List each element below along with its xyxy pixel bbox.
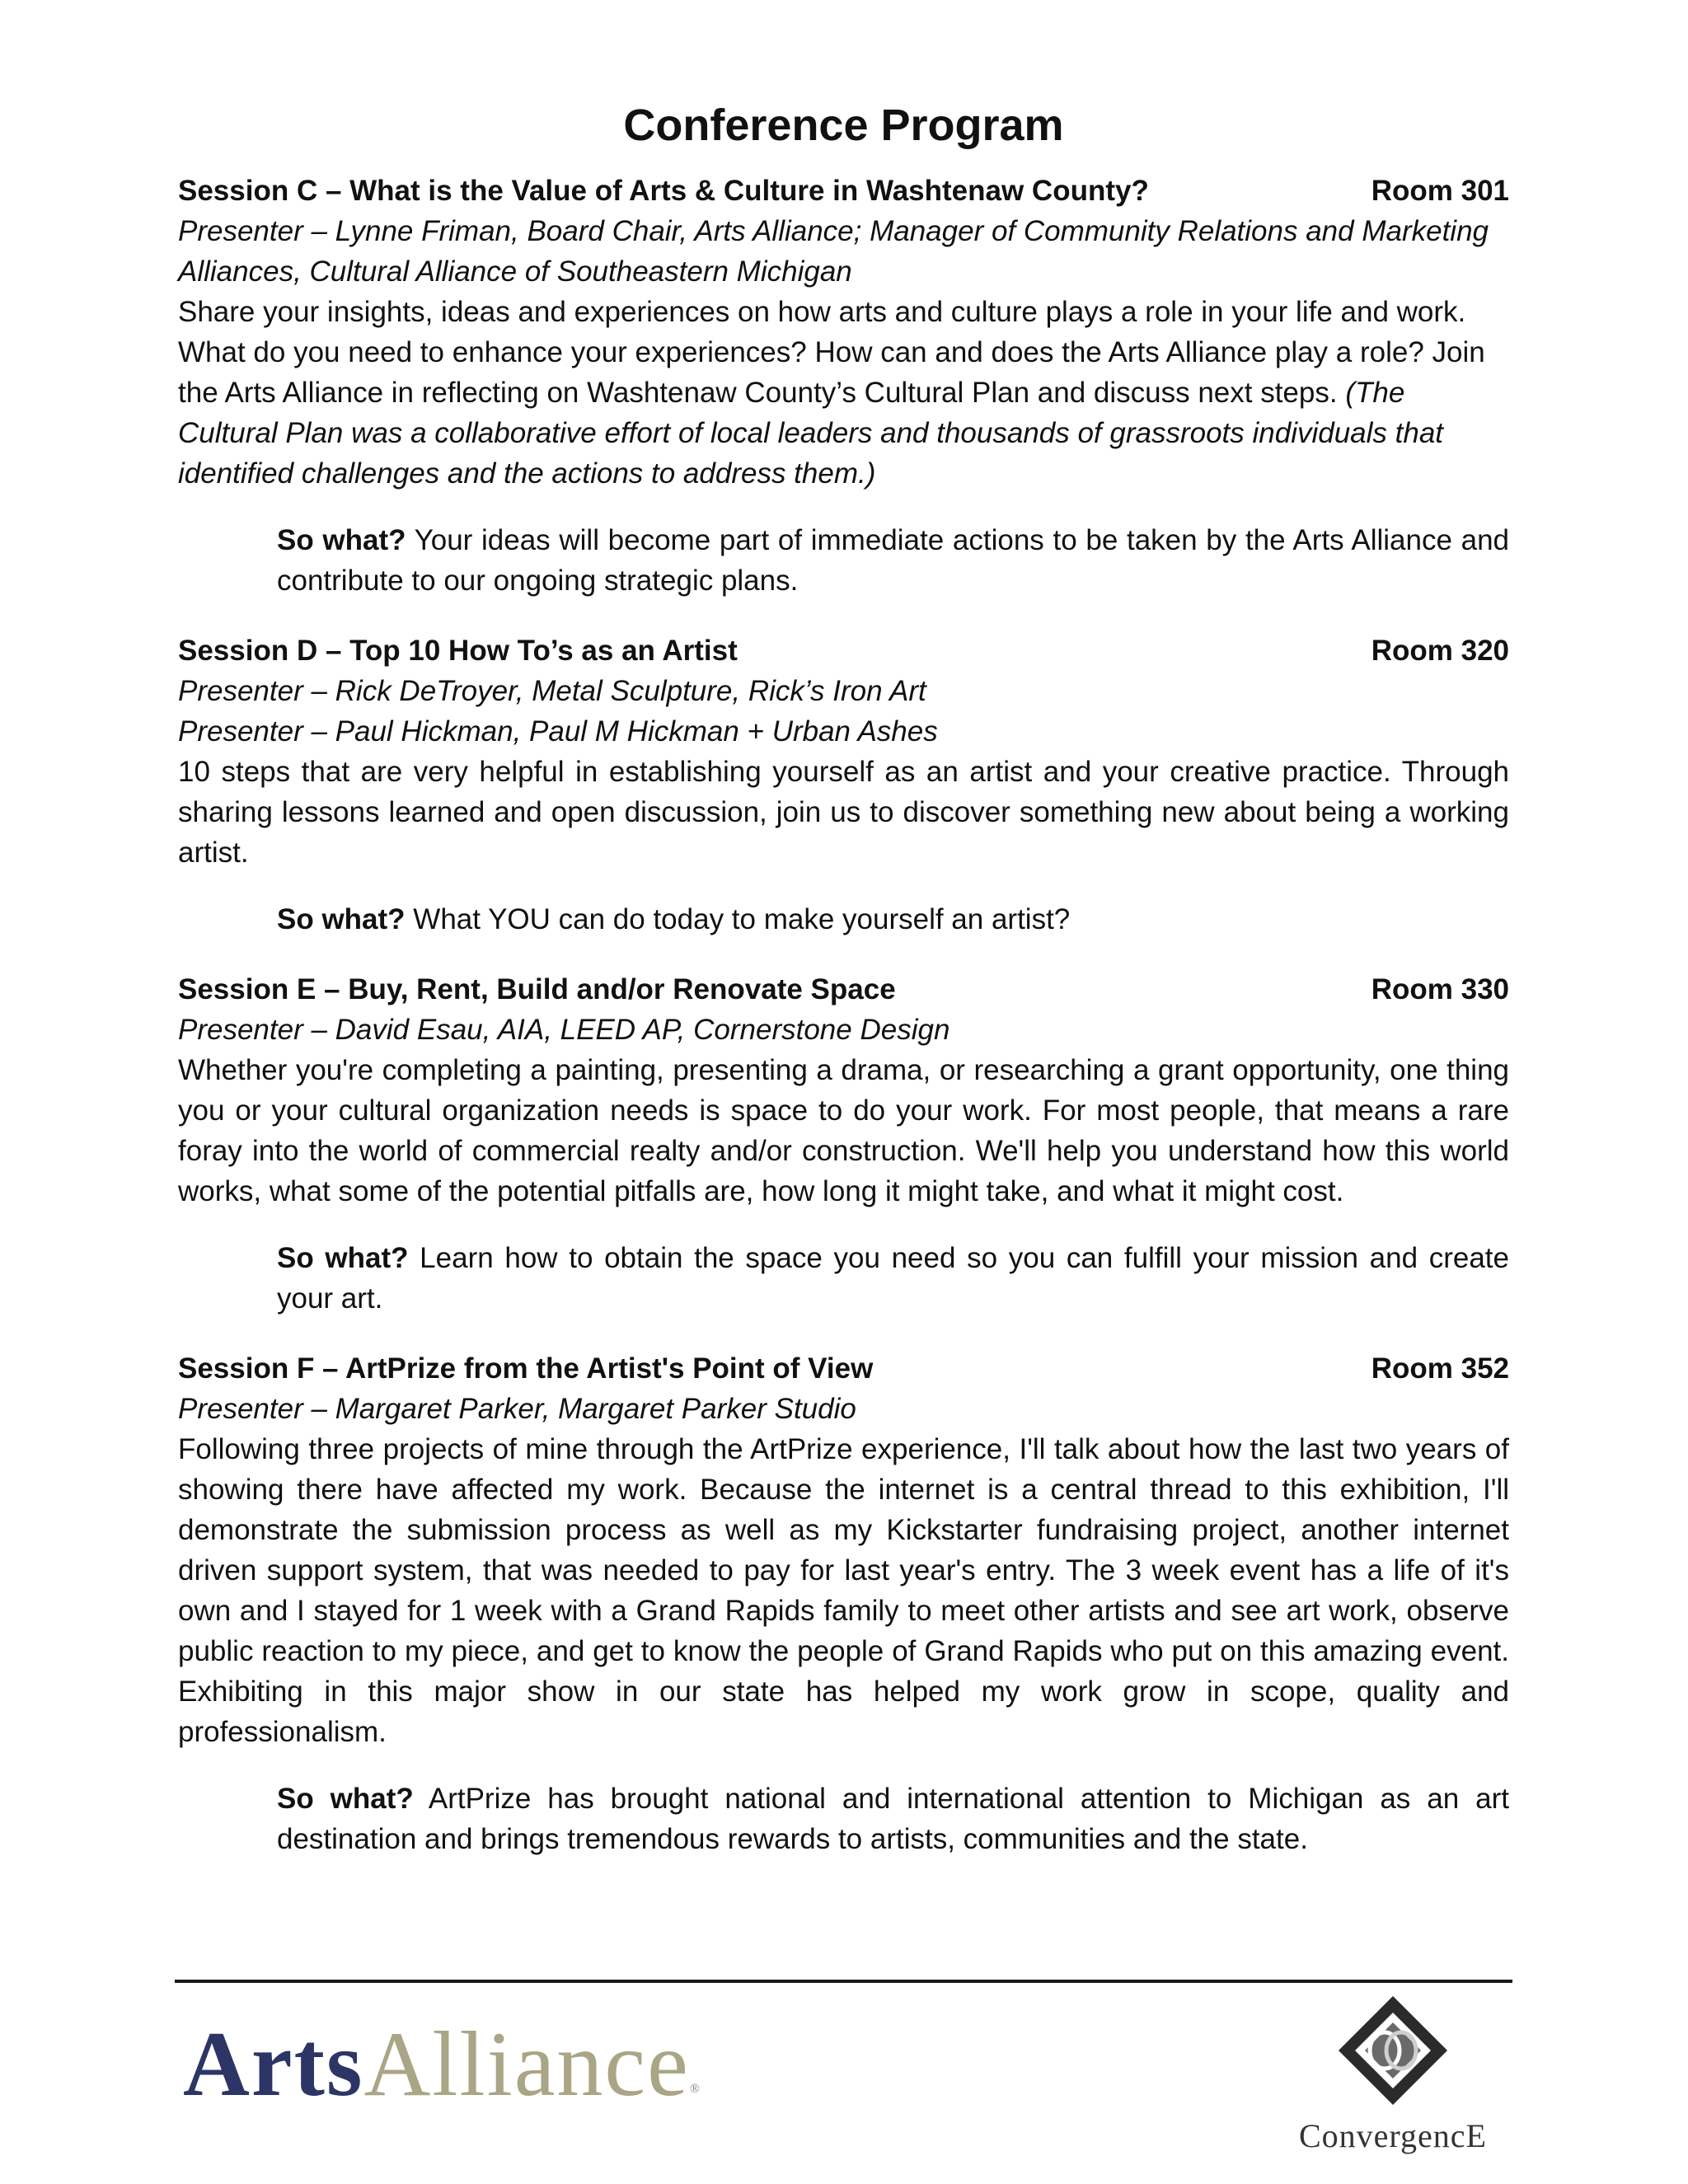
session-title: Session C – What is the Value of Arts & Culture in Washtenaw County? [178,174,1149,207]
session-presenter: Presenter – Paul Hickman, Paul M Hickman + Urban Ashes [178,715,938,748]
session-description: 10 steps that are very helpful in establishing yourself as an artist and your creative practice. Through sharing lessons learned and open discussion, join us to discover something new about being a working artist. [178,755,1509,869]
so-what-block [277,899,1509,940]
logo-alliance-word: Alliance [363,2013,690,2116]
session-description: Whether you're completing a painting, presenting a drama, or researching a grant opportunity, one thing you or your cultural organization needs is space to do your work. For most people, that means a rare foray into the world of commercial realty and/or construction. We'll help you understand how this world works, what some of the potential pitfalls are, how long it might take, and what it might cost. [178,1053,1509,1207]
session-room: Room 330 [1371,972,1509,1005]
so-what-text: ArtPrize has brought national and international attention to Michigan as an art destination and brings tremendous rewards to artists, communities and the state. [277,1782,1510,1855]
so-what-text: Learn how to obtain the space you need so you can fulfill your mission and create your art. [277,1241,1509,1315]
session-header [178,171,1509,211]
session-header [178,969,1509,1010]
footer-divider [175,1980,1512,1983]
so-what-label: So what? [277,902,406,935]
session-d [178,630,1509,940]
so-what-block [277,520,1509,601]
so-what-label: So what? [277,1241,409,1274]
session-presenter: Presenter – David Esau, AIA, LEED AP, Cornerstone Design [178,1013,950,1046]
conference-program-page [178,99,1509,1889]
convergence-diamond-icon [1337,1994,1449,2107]
session-description: Following three projects of mine through the ArtPrize experience, I'll talk about how the last two years of showing there have affected my work. Because the internet is a central thread to this exhibition, I'll demonstrate the submission process as well as my Kickstarter fundraising project, another internet driven support system, that was needed to pay for last year's entry. The 3 week event has a life of it's own and I stayed for 1 week with a Grand Rapids family to meet other artists and see art work, observe public reaction to my piece, and get to know the people of Grand Rapids who put on this amazing event. Exhibiting in this major show in our state has helped my work grow in scope, quality and professionalism. [178,1432,1509,1748]
description-note: (The Cultural Plan was a collaborative effort of local leaders and thousands of grassroots individuals that identified challenges and the actions to address them.) [178,376,1444,490]
description-text: Share your insights, ideas and experiences on how arts and culture plays a role in your life and work. What do you need to enhance your experiences? How can and does the Arts Alliance play a role? Join the Arts Alliance in reflecting on Washtenaw County’s Cultural Plan and discuss next steps. [178,295,1485,409]
session-f [178,1348,1509,1859]
so-what-label: So what? [277,523,406,556]
arts-alliance-logo [183,2011,701,2118]
session-header [178,630,1509,671]
so-what-label: So what? [277,1782,414,1815]
page-title: Conference Program [623,101,1064,150]
so-what-text: What YOU can do today to make yourself an artist? [413,902,1071,935]
so-what-text: Your ideas will become part of immediate actions to be taken by the Arts Alliance and contribute to our ongoing strategic plans. [277,523,1509,597]
session-title: Session E – Buy, Rent, Build and/or Renovate Space [178,972,896,1005]
session-title: Session F – ArtPrize from the Artist's Point of View [178,1352,874,1385]
session-room: Room 352 [1371,1352,1509,1385]
so-what-block [277,1238,1509,1319]
session-presenter: Presenter – Rick DeTroyer, Metal Sculpture, Rick’s Iron Art [178,674,926,707]
session-description [178,292,1509,494]
session-room: Room 301 [1371,174,1509,207]
registered-mark-icon: ® [689,2082,702,2096]
session-title: Session D – Top 10 How To’s as an Artist [178,634,738,667]
session-c [178,171,1509,601]
so-what-block [277,1779,1509,1859]
session-presenter: Presenter – Margaret Parker, Margaret Parker Studio [178,1392,856,1425]
session-header [178,1348,1509,1389]
convergence-wordmark: ConvergencE [1299,2117,1487,2154]
convergence-logo [1269,1994,1517,2168]
logo-arts-word: Arts [183,2013,364,2116]
session-presenter: Presenter – Lynne Friman, Board Chair, Arts Alliance; Manager of Community Relations and Marketing Alliances, Cultural Alliance of Southeastern Michigan [178,214,1489,288]
session-room: Room 320 [1371,634,1509,667]
session-e [178,969,1509,1319]
